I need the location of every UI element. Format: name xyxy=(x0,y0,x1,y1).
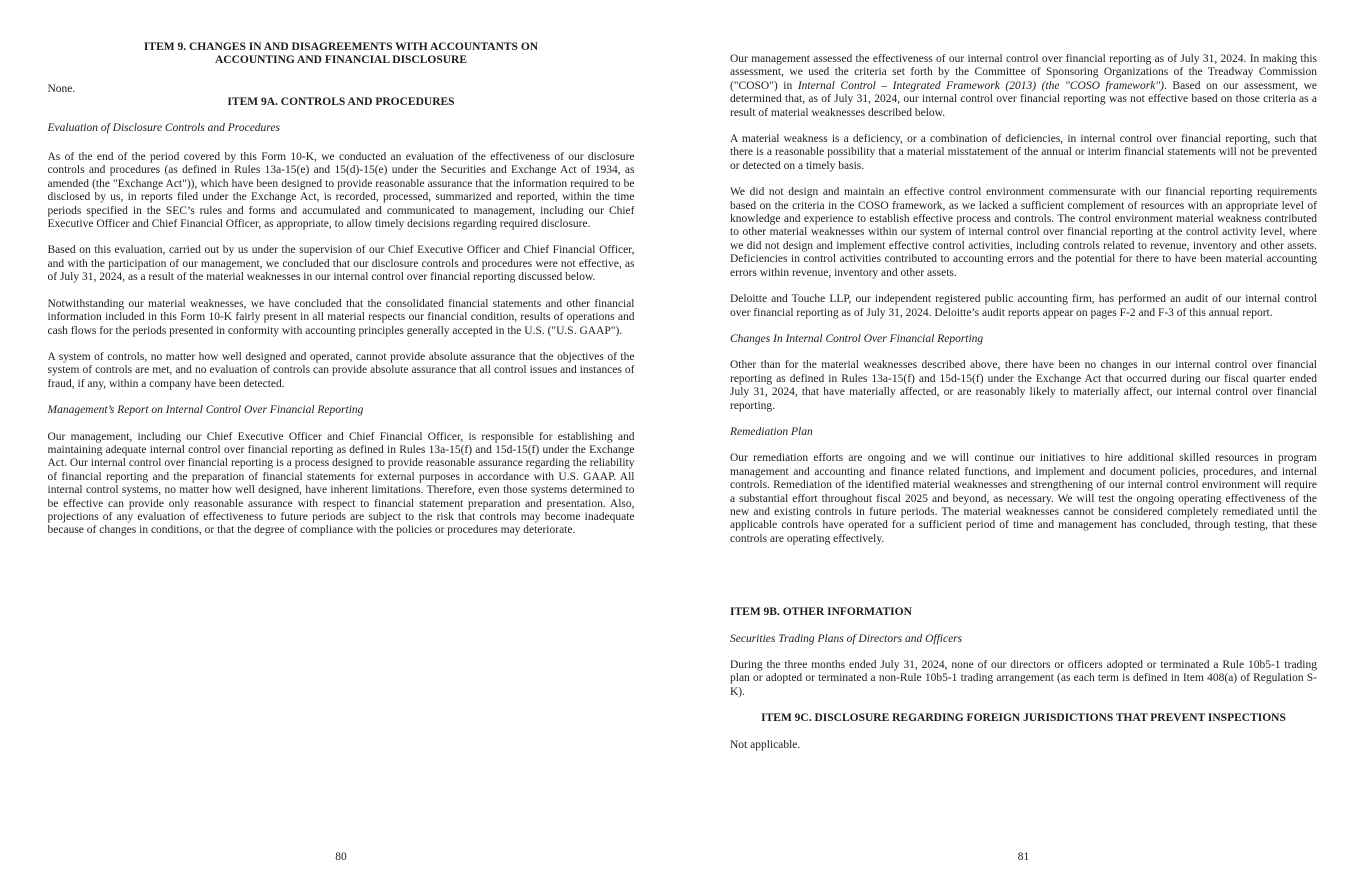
paragraph-notwithstanding: Notwithstanding our material weaknesses, we have concluded that the consolidated financial statements and other financial information included in this Form 10-K fairly present in all material respects our financial condition, results of operations and cash flows for the periods presented in conformity with accounting principles generally accepted in the U.S. ("U.S. GAAP"). xyxy=(47,297,635,337)
page-80-content xyxy=(48,0,635,538)
changes-in-internal-control-heading: Changes In Internal Control Over Financial Reporting xyxy=(730,332,984,345)
securities-trading-plans-heading: Securities Trading Plans of Directors and Officers xyxy=(730,632,963,645)
management-report-heading: Management’s Report on Internal Control Over Financial Reporting xyxy=(47,404,364,417)
coso-framework-citation: Internal Control – Integrated Framework (2013) (the "COSO framework") xyxy=(797,79,1164,92)
page-80 xyxy=(0,0,682,889)
item9b-heading: ITEM 9B. OTHER INFORMATION xyxy=(730,606,912,619)
paragraph-changes: Other than for the material weaknesses described above, there have been no changes in our internal control over financial reporting as defined in Rules 13a-15(f) and 15d-15(f) under the Exchange Act that occurred during our fiscal quarter ended July 31, 2024, that have materially affected, or are reasonably likely to materially affect, our internal control over financial reporting. xyxy=(730,359,1317,412)
paragraph-coso-assessment-pre: Our management assessed the effectiveness of our internal control over financial reporting as of July 31, 2024. In making this assessment, we used the criteria set forth by the Committee of Sponsoring Organizations of the Treadway Commission ("COSO") in xyxy=(730,53,1317,92)
remediation-plan-heading: Remediation Plan xyxy=(730,425,813,438)
page-number-80 xyxy=(0,851,682,864)
page-81-content xyxy=(730,0,1317,752)
paragraph-coso-assessment-post: . Based on our assessment, we determined that, as of July 31, 2024, our internal control over financial reporting was not effective based on those criteria as a result of material weaknesses described below. xyxy=(730,79,1318,119)
item9a-heading: ITEM 9A. CONTROLS AND PROCEDURES xyxy=(227,96,455,109)
page-number-80-value: 80 xyxy=(335,850,347,863)
item9-heading xyxy=(48,41,635,68)
page-number-81 xyxy=(682,851,1365,864)
item9c-heading: ITEM 9C. DISCLOSURE REGARDING FOREIGN JURISDICTIONS THAT PREVENT INSPECTIONS xyxy=(761,712,1286,725)
none-text: None. xyxy=(47,82,76,95)
item9-heading-line1: ITEM 9. CHANGES IN AND DISAGREEMENTS WITH ACCOUNTANTS ON xyxy=(143,41,539,53)
page-number-81-value: 81 xyxy=(1017,850,1030,863)
paragraph-trading-plans: During the three months ended July 31, 2024, none of our directors or officers adopted or terminated a Rule 10b5-1 trading plan or adopted or terminated a non-Rule 10b5-1 trading arrangement (as each term is defined in Item 408(a) of Regulation S-K). xyxy=(730,659,1317,698)
paragraph-system-of-controls: A system of controls, no matter how well designed and operated, cannot provide absolute assurance that the objectives of the system of controls are met, and no evaluation of controls can provide absolute assurance that all control issues and instances of fraud, if any, within a company have been detected. xyxy=(47,350,635,390)
paragraph-based-on-evaluation: Based on this evaluation, carried out by us under the supervision of our Chief Executive Officer and Chief Financial Officer, and with the participation of our management, we concluded that our disclosure controls and procedures were not effective, as of July 31, 2024, as a result of the material weaknesses in our internal control over financial reporting discussed below. xyxy=(47,244,635,284)
page-81 xyxy=(682,0,1365,889)
item9-heading-line2: ACCOUNTING AND FINANCIAL DISCLOSURE xyxy=(214,54,468,67)
paragraph-deloitte-audit: Deloitte and Touche LLP, our independent registered public accounting firm, has performed an audit of our internal control over financial reporting as of July 31, 2024. Deloitte’s audit reports appear on pages F-2 and F-3 of this annual report. xyxy=(730,293,1317,319)
paragraph-material-weakness-definition: A material weakness is a deficiency, or a combination of deficiencies, in internal control over financial reporting, such that there is a reasonable possibility that a material misstatement of the annual or interim financial statements will not be prevented or detected on a timely basis. xyxy=(730,133,1317,172)
paragraph-remediation: Our remediation efforts are ongoing and we will continue our initiatives to hire additional skilled resources in program management and accounting and finance related functions, and implement and document policies, procedures, and internal controls. Remediation of the identified material weaknesses and strengthening of our internal control environment will require a substantial effort throughout fiscal 2025 and beyond, as necessary. We will test the ongoing operating effectiveness of the new and existing controls in future periods. The material weaknesses cannot be considered completely remediated until the applicable controls have operated for a sufficient period of time and management has concluded, through testing, that these controls are operating effectively. xyxy=(730,452,1317,545)
paragraph-coso-assessment xyxy=(730,53,1317,120)
paragraph-management-responsibility: Our management, including our Chief Executive Officer and Chief Financial Officer, is responsible for establishing and maintaining adequate internal control over financial reporting as defined in Rules 13a-15(f) and 15d-15(f) under the Exchange Act. Our internal control over financial reporting is a process designed to provide reasonable assurance regarding the reliability of financial reporting and the preparation of financial statements for external purposes in accordance with U.S. GAAP. All internal control systems, no matter how well designed, have inherent limitations. Therefore, even those systems determined to be effective can provide only reasonable assurance with respect to financial statement preparation and presentation. Also, projections of any evaluation of effectiveness to future periods are subject to the risk that controls may become inadequate because of changes in conditions, or that the degree of compliance with the policies or procedures may deteriorate. xyxy=(47,430,635,537)
not-applicable-text: Not applicable. xyxy=(730,738,801,751)
paragraph-control-environment: We did not design and maintain an effective control environment commensurate with our financial reporting requirements based on the criteria in the COSO framework, as we lacked a sufficient complement of resources with an appropriate level of knowledge and experience to establish effective process and controls. The control environment material weakness contributed to other material weaknesses within our system of internal control over financial reporting at the control activity level, where we did not design and implement effective control activities, including controls related to revenue, inventory and other assets. Deficiencies in control activities contributed to accounting errors and the potential for there to have been material accounting errors within revenue, inventory and other assets. xyxy=(730,186,1317,279)
evaluation-heading: Evaluation of Disclosure Controls and Procedures xyxy=(47,121,280,134)
paragraph-disclosure-evaluation: As of the end of the period covered by this Form 10-K, we conducted an evaluation of the effectiveness of our disclosure controls and procedures (as defined in Rules 13a-15(e) and 15(d)-15(e) under the Securities and Exchange Act of 1934, as amended (the "Exchange Act")), which have been designed to provide reasonable assurance that the information required to be disclosed by us, in reports filed under the Exchange Act, is recorded, processed, summarized and reported, within the time periods specified in the SEC’s rules and forms and accumulated and communicated to management, including our Chief Executive Officer and Chief Financial Officer, as appropriate, to allow timely decisions regarding required disclosure. xyxy=(47,151,635,231)
